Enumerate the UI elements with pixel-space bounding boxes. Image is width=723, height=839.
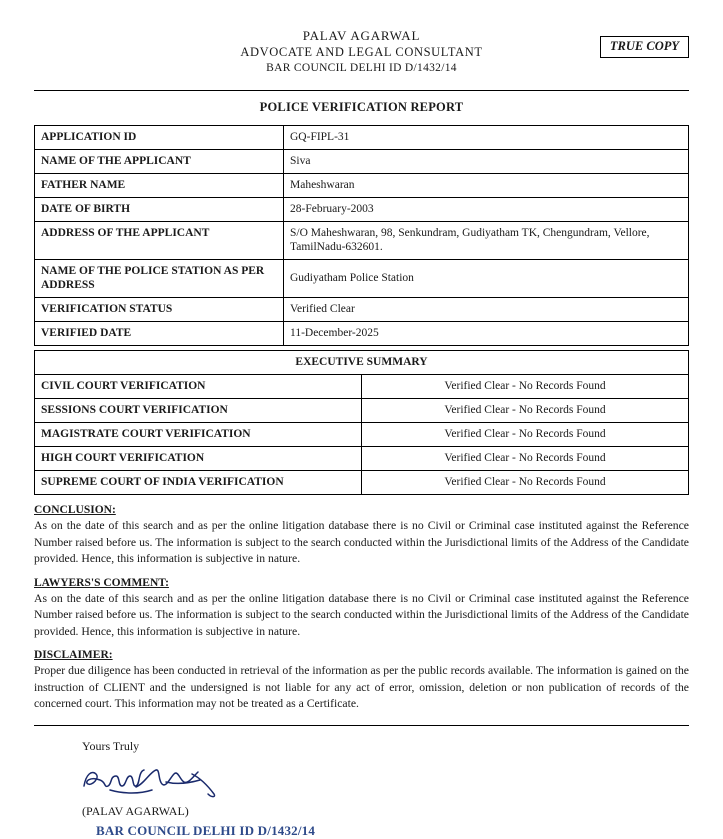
detail-value: S/O Maheshwaran, 98, Senkundram, Gudiyatham TK, Chengundram, Vellore, TamilNadu-632601. xyxy=(284,222,689,260)
summary-label: SESSIONS COURT VERIFICATION xyxy=(35,399,362,423)
document-header xyxy=(34,28,689,76)
detail-label: NAME OF THE POLICE STATION AS PER ADDRESS xyxy=(35,260,284,298)
advocate-bar-id: BAR COUNCIL DELHI ID D/1432/14 xyxy=(266,62,457,74)
detail-value: Verified Clear xyxy=(284,298,689,322)
table-row xyxy=(35,471,689,495)
summary-label: CIVIL COURT VERIFICATION xyxy=(35,375,362,399)
detail-label: VERIFICATION STATUS xyxy=(35,298,284,322)
detail-value: GQ-FIPL-31 xyxy=(284,126,689,150)
summary-value: Verified Clear - No Records Found xyxy=(362,447,689,471)
detail-label: VERIFIED DATE xyxy=(35,322,284,346)
table-row xyxy=(35,198,689,222)
table-row xyxy=(35,322,689,346)
summary-label: HIGH COURT VERIFICATION xyxy=(35,447,362,471)
table-row xyxy=(35,150,689,174)
detail-value: 11-December-2025 xyxy=(284,322,689,346)
detail-label: DATE OF BIRTH xyxy=(35,198,284,222)
signer-name: (PALAV AGARWAL) xyxy=(82,803,189,818)
table-row xyxy=(35,447,689,471)
table-row xyxy=(35,298,689,322)
summary-value: Verified Clear - No Records Found xyxy=(362,375,689,399)
table-row xyxy=(35,399,689,423)
advocate-name: PALAV AGARWAL xyxy=(302,28,421,43)
footer-divider xyxy=(34,725,689,726)
header-divider xyxy=(34,90,689,91)
executive-summary-table xyxy=(34,350,689,495)
table-row xyxy=(35,351,689,375)
disclaimer-title: DISCLAIMER: xyxy=(34,649,113,661)
page-title: POLICE VERIFICATION REPORT xyxy=(259,100,464,114)
detail-value: Siva xyxy=(284,150,689,174)
table-row xyxy=(35,174,689,198)
conclusion-section xyxy=(34,504,689,568)
table-row xyxy=(35,375,689,399)
disclaimer-section xyxy=(34,649,689,713)
summary-label: SUPREME COURT OF INDIA VERIFICATION xyxy=(35,471,362,495)
table-row xyxy=(35,126,689,150)
lawyers-comment-title: LAWYERS'S COMMENT: xyxy=(34,576,169,589)
executive-summary-heading: EXECUTIVE SUMMARY xyxy=(35,351,689,375)
table-row xyxy=(35,423,689,447)
table-row xyxy=(35,222,689,260)
signature-bar-council: BAR COUNCIL DELHI ID D/1432/14 xyxy=(96,822,316,838)
summary-value: Verified Clear - No Records Found xyxy=(362,399,689,423)
detail-label: APPLICATION ID xyxy=(35,126,284,150)
applicant-details-table xyxy=(34,125,689,346)
conclusion-text: As on the date of this search and as per the online litigation database there is no Civil or Criminal case instituted against the Reference Number raised before us. The information is subject to the search conducted within the Jurisdictional limits of the Address of the Candidate provided. Hence, this information is subjective in nature. xyxy=(34,519,689,565)
detail-label: FATHER NAME xyxy=(35,174,284,198)
table-row xyxy=(35,260,689,298)
lawyers-comment-text: As on the date of this search and as per the online litigation database there is no Civil or Criminal case instituted against the Reference Number raised before us. The information is subject to the search conducted within the Jurisdictional limits of the Address of the Candidate provided. Hence, this information is subjective in nature. xyxy=(34,591,689,638)
detail-value: Gudiyatham Police Station xyxy=(284,260,689,298)
advocate-designation: ADVOCATE AND LEGAL CONSULTANT xyxy=(240,45,483,59)
yours-truly-label: Yours Truly xyxy=(82,738,140,753)
conclusion-title: CONCLUSION: xyxy=(34,504,116,516)
detail-label: ADDRESS OF THE APPLICANT xyxy=(35,222,284,260)
summary-label: MAGISTRATE COURT VERIFICATION xyxy=(35,423,362,447)
detail-label: NAME OF THE APPLICANT xyxy=(35,150,284,174)
true-copy-stamp: TRUE COPY xyxy=(600,36,689,58)
summary-value: Verified Clear - No Records Found xyxy=(362,423,689,447)
lawyers-comment-section xyxy=(34,577,689,641)
disclaimer-text: Proper due diligence has been conducted in retrieval of the information as per the public records available. The information is gained on the instruction of CLIENT and the undersigned is not liable for any act of error, omission, deletion or non publication of records of the concerned court. This information may not be treated as a Certificate. xyxy=(34,664,689,710)
detail-value: 28-February-2003 xyxy=(284,198,689,222)
signature-block xyxy=(34,739,689,839)
handwritten-signature-icon xyxy=(74,760,224,800)
summary-value: Verified Clear - No Records Found xyxy=(362,471,689,495)
detail-value: Maheshwaran xyxy=(284,174,689,198)
